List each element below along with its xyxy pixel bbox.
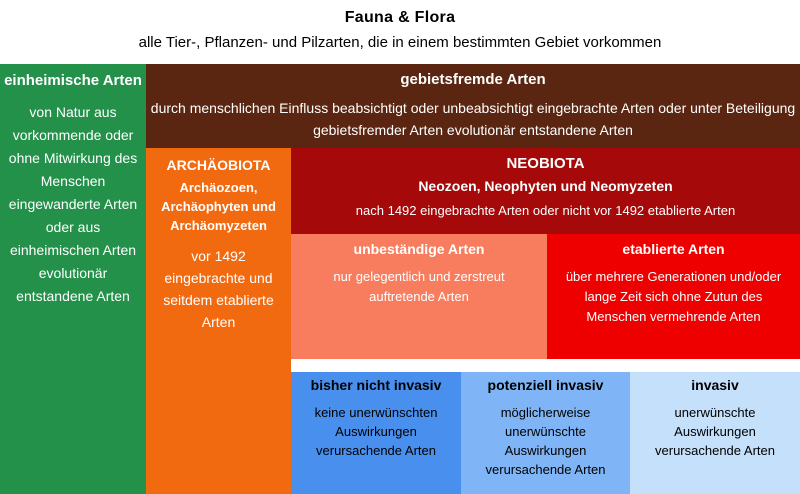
header-description: alle Tier-, Pflanzen- und Pilzarten, die in einem bestimmten Gebiet vorkommen bbox=[138, 34, 662, 51]
unstable-description: nur gelegentlich und zerstreut auftretende Arten bbox=[333, 269, 505, 304]
established-description: über mehrere Generationen und/oder lange Zeit sich ohne Zutun des Menschen vermehrende Arten bbox=[565, 269, 782, 324]
archaeobiota-subtitle: Archäozoen, Archäophyten und Archäomyzeten bbox=[161, 180, 276, 233]
archaeobiota-box bbox=[146, 148, 291, 494]
native-description: von Natur aus vorkommende oder ohne Mitwirkung des Menschen eingewanderte Arten oder aus einheimischen Arten evolutionär entstandene Arten bbox=[8, 104, 138, 304]
not-invasive-description: keine unerwünschten Auswirkungen verursachende Arten bbox=[314, 405, 438, 458]
not-invasive-box bbox=[291, 372, 461, 494]
alien-species-box bbox=[146, 64, 800, 148]
potentially-invasive-box bbox=[461, 372, 630, 494]
spacer bbox=[291, 359, 800, 372]
neobiota-subtitle: Neozoen, Neophyten und Neomyzeten bbox=[418, 178, 673, 194]
invasive-description: unerwünschte Auswirkungen verursachende Arten bbox=[655, 405, 775, 458]
invasive-box bbox=[630, 372, 800, 494]
unstable-title: unbeständige Arten bbox=[353, 241, 485, 257]
established-title: etablierte Arten bbox=[622, 241, 725, 257]
potentially-invasive-title: potenziell invasiv bbox=[487, 377, 604, 393]
neobiota-description: nach 1492 eingebrachte Arten oder nicht vor 1492 etablierte Arten bbox=[355, 203, 736, 218]
potentially-invasive-description: möglicherweise unerwünschte Auswirkungen verursachende Arten bbox=[485, 405, 606, 477]
header bbox=[0, 0, 800, 64]
archaeobiota-title: ARCHÄOBIOTA bbox=[166, 157, 271, 173]
unstable-species-box bbox=[291, 234, 547, 359]
established-species-box bbox=[547, 234, 800, 359]
alien-description: durch menschlichen Einfluss beabsichtigt oder unbeabsichtigt eingebrachte Arten oder unter Beteiligung gebietsfremder Arten evolutionär entstandene Arten bbox=[150, 100, 796, 138]
header-title: Fauna & Flora bbox=[344, 9, 456, 26]
not-invasive-title: bisher nicht invasiv bbox=[310, 377, 442, 393]
invasive-title: invasiv bbox=[691, 377, 739, 393]
neobiota-title: NEOBIOTA bbox=[506, 155, 585, 172]
native-title: einheimische Arten bbox=[4, 72, 142, 89]
archaeobiota-description: vor 1492 eingebrachte und seitdem etablierte Arten bbox=[163, 248, 274, 330]
native-species-box bbox=[0, 64, 146, 494]
neobiota-box bbox=[291, 148, 800, 234]
alien-title: gebietsfremde Arten bbox=[400, 71, 546, 88]
